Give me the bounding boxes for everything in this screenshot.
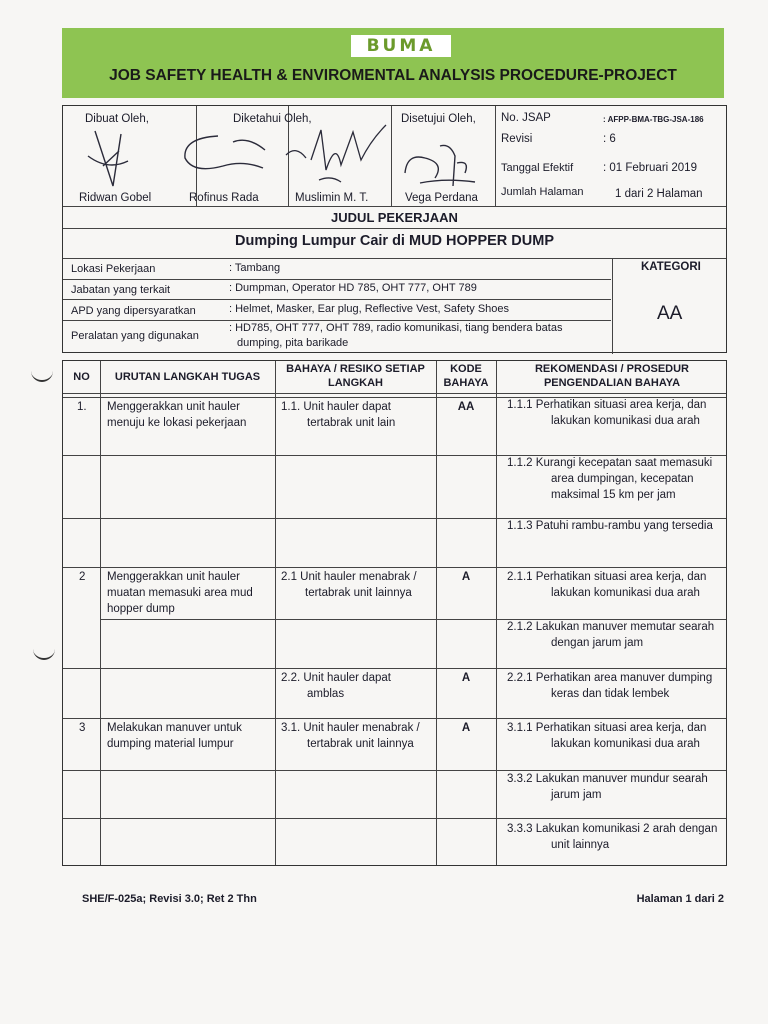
- peralatan-value-cont: dumping, pita barikade: [237, 337, 349, 349]
- punch-hole-mark: [31, 368, 53, 382]
- step-code: A: [461, 722, 471, 734]
- brand-logo: [351, 35, 451, 57]
- step-code: A: [461, 571, 471, 583]
- jabatan-value: : Dumpman, Operator HD 785, OHT 777, OHT 789: [229, 282, 477, 294]
- kategori-value: AA: [657, 303, 683, 324]
- col-header-bahaya: BAHAYA / RESIKO SETIAP: [286, 363, 425, 375]
- step-task: Menggerakkan unit hauler menuju ke lokasi pekerjaan: [107, 401, 247, 429]
- jabatan-label: Jabatan yang terkait: [71, 284, 171, 296]
- approver-name: Rofinus Rada: [189, 192, 259, 204]
- revisi-label: Revisi: [501, 133, 533, 145]
- col-header-urutan: URUTAN LANGKAH TUGAS: [114, 371, 261, 383]
- step-recommendation: 3.1.1 Perhatikan situasi area kerja, dan lakukan komunikasi dua arah: [507, 722, 707, 750]
- approver-name: Muslimin M. T.: [295, 192, 369, 204]
- apd-value: : Helmet, Masker, Ear plug, Reflective Vest, Safety Shoes: [229, 303, 510, 315]
- tanggal-value: : 01 Februari 2019: [603, 162, 697, 174]
- step-hazard: 3.1. Unit hauler menabrak / tertabrak unit lainnya: [281, 722, 420, 750]
- job-title: Dumping Lumpur Cair di MUD HOPPER DUMP: [235, 233, 554, 249]
- step-no: 2: [79, 571, 86, 583]
- step-code: A: [461, 672, 471, 684]
- step-no: 1.: [77, 401, 87, 413]
- kategori-label: KATEGORI: [641, 261, 701, 273]
- made-by-label: Dibuat Oleh,: [85, 113, 149, 125]
- col-header-no: NO: [73, 371, 90, 383]
- step-code: AA: [457, 401, 475, 413]
- col-header-bahaya-cont: LANGKAH: [328, 377, 383, 389]
- step-recommendation: 1.1.2 Kurangi kecepatan saat memasuki area dumpingan, kecepatan maksimal 15 km per jam: [507, 457, 713, 501]
- punch-hole-mark: [33, 646, 55, 660]
- step-recommendation: 1.1.3 Patuhi rambu-rambu yang tersedia: [507, 520, 713, 532]
- apd-label: APD yang dipersyaratkan: [71, 305, 196, 317]
- step-recommendation: 3.3.2 Lakukan manuver mundur searah jarum jam: [507, 773, 708, 801]
- job-heading: JUDUL PEKERJAAN: [331, 210, 458, 225]
- form-code: SHE/F-025a; Revisi 3.0; Ret 2 Thn: [82, 893, 257, 905]
- signature-rofinus: [173, 130, 273, 180]
- header-banner: [62, 28, 724, 98]
- jsap-label: No. JSAP: [501, 112, 551, 124]
- signature-vega: [395, 138, 485, 193]
- col-header-kode: KODE: [450, 363, 482, 375]
- hazard-table: [62, 360, 727, 866]
- col-header-rekomendasi-cont: PENGENDALIAN BAHAYA: [543, 377, 681, 389]
- step-recommendation: 2.1.1 Perhatikan situasi area kerja, dan lakukan komunikasi dua arah: [507, 571, 707, 599]
- step-recommendation: 2.1.2 Lakukan manuver memutar searah dengan jarum jam: [507, 621, 715, 649]
- known-by-label: Diketahui Oleh,: [233, 113, 312, 125]
- approver-name: Vega Perdana: [405, 192, 478, 204]
- document-title: JOB SAFETY HEALTH & ENVIROMENTAL ANALYSIS PROCEDURE-PROJECT: [109, 67, 677, 84]
- approver-name: Ridwan Gobel: [79, 192, 152, 204]
- step-hazard: 1.1. Unit hauler dapat tertabrak unit lain: [281, 401, 396, 429]
- signature-muslimin: [281, 120, 391, 190]
- step-recommendation: 3.3.3 Lakukan komunikasi 2 arah dengan unit lainnya: [507, 823, 718, 851]
- approval-frame: [62, 105, 727, 353]
- halaman-label: Jumlah Halaman: [501, 186, 584, 198]
- tanggal-label: Tanggal Efektif: [501, 162, 574, 174]
- lokasi-label: Lokasi Pekerjaan: [71, 263, 156, 275]
- signature-ridwan: [83, 126, 133, 196]
- peralatan-label: Peralatan yang digunakan: [71, 330, 199, 342]
- lokasi-value: : Tambang: [229, 262, 281, 274]
- col-header-rekomendasi: REKOMENDASI / PROSEDUR: [534, 363, 690, 375]
- revisi-value: : 6: [603, 133, 616, 145]
- step-hazard: 2.2. Unit hauler dapat amblas: [281, 672, 391, 700]
- step-recommendation: 1.1.1 Perhatikan situasi area kerja, dan lakukan komunikasi dua arah: [507, 399, 707, 427]
- jsap-value: : AFPP-BMA-TBG-JSA-186: [603, 115, 704, 124]
- step-no: 3: [79, 722, 86, 734]
- brand-name: BUMA: [366, 36, 436, 56]
- step-recommendation: 2.2.1 Perhatikan area manuver dumping keras dan tidak lembek: [507, 672, 713, 700]
- step-task: Menggerakkan unit hauler muatan memasuki area mud hopper dump: [107, 571, 253, 615]
- approved-by-label: Disetujui Oleh,: [401, 113, 476, 125]
- halaman-value: 1 dari 2 Halaman: [615, 188, 703, 200]
- page-number: Halaman 1 dari 2: [636, 893, 724, 905]
- peralatan-value: : HD785, OHT 777, OHT 789, radio komunikasi, tiang bendera batas: [229, 322, 563, 334]
- step-task: Melakukan manuver untuk dumping material lumpur: [107, 722, 242, 750]
- step-hazard: 2.1 Unit hauler menabrak / tertabrak unit lainnya: [281, 571, 417, 599]
- col-header-kode-cont: BAHAYA: [443, 377, 489, 389]
